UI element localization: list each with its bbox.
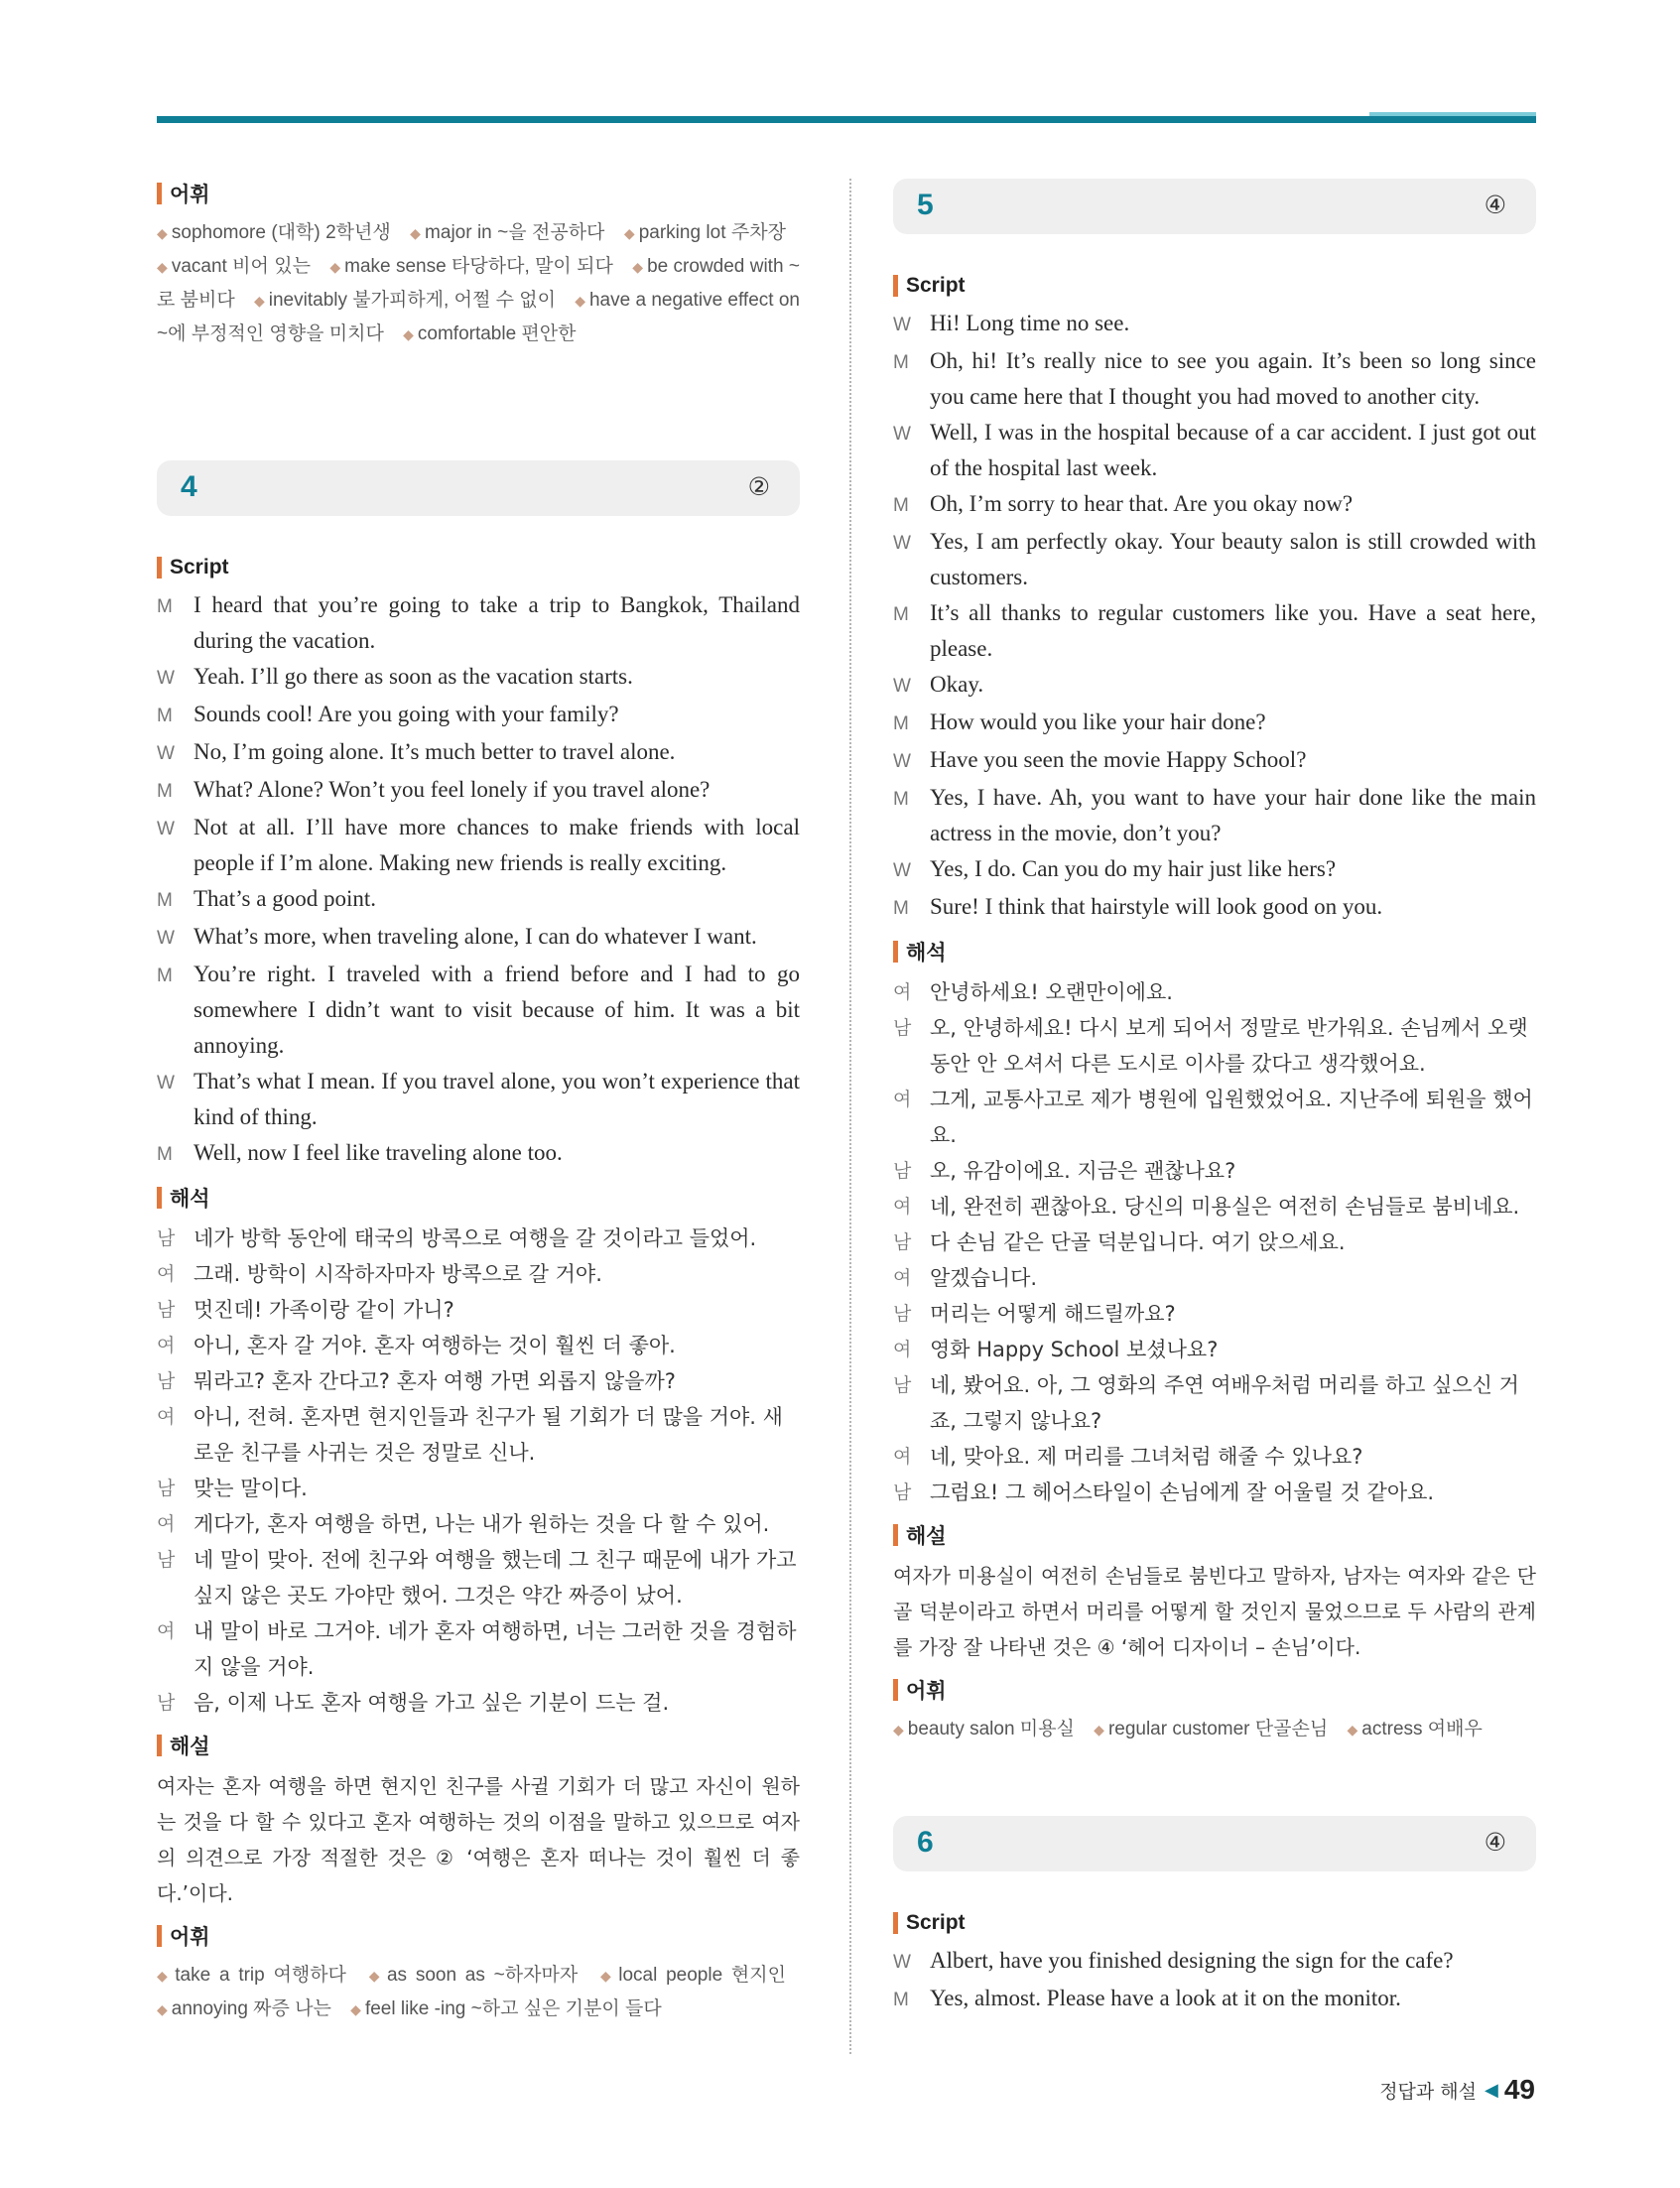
bullet-icon: ◆	[157, 225, 168, 241]
vocab-text: sophomore (대학) 2학년생	[171, 222, 391, 243]
speaker-label: W	[157, 819, 175, 839]
translation-line	[893, 1082, 1536, 1153]
line-text: Okay.	[930, 672, 984, 697]
script-line	[893, 486, 1536, 524]
script-line	[157, 772, 800, 810]
script-line	[893, 1981, 1536, 2018]
line-text: 네, 완전히 괜찮아요. 당신의 미용실은 여전히 손님들로 붐비네요.	[930, 1195, 1520, 1219]
translation-line	[893, 1439, 1536, 1475]
bullet-icon: ◆	[329, 259, 341, 275]
speaker-label: 남	[893, 1303, 912, 1325]
line-text: 영화 Happy School 보셨나요?	[930, 1338, 1219, 1361]
vocab-item	[157, 1998, 331, 2019]
script-line	[157, 1064, 800, 1135]
speaker-label: 남	[893, 1481, 912, 1503]
translation-line	[893, 1010, 1536, 1082]
translation-line	[157, 1256, 800, 1292]
speaker-label: W	[893, 860, 911, 881]
line-text: 네가 방학 동안에 태국의 방콕으로 여행을 갈 것이라고 들었어.	[194, 1226, 757, 1250]
vocab-text: feel like -ing ~하고 싶은 기분이 들다	[364, 1998, 662, 2019]
line-text: Yes, I have. Ah, you want to have your hair done like the main actress in the movie, don’t you?	[930, 785, 1536, 845]
line-text: Yes, almost. Please have a look at it on the monitor.	[930, 1986, 1401, 2010]
line-text: That’s what I mean. If you travel alone, you won’t experience that kind of thing.	[194, 1069, 800, 1129]
script-line	[893, 1943, 1536, 1981]
speaker-label: 여	[157, 1335, 176, 1356]
footer-label: 정답과 해설	[1379, 2080, 1477, 2103]
script-line	[157, 734, 800, 772]
line-text: No, I’m going alone. It’s much better to travel alone.	[194, 739, 676, 764]
line-text: Yes, I am perfectly okay. Your beauty salon is still crowded with customers.	[930, 529, 1536, 589]
section-bar-icon	[157, 557, 162, 579]
vocab-text: local people 현지인	[618, 1965, 786, 1986]
speaker-label: 남	[157, 1478, 176, 1499]
speaker-label: W	[893, 424, 911, 445]
vocab-item	[403, 323, 576, 344]
line-text: Oh, I’m sorry to hear that. Are you okay now?	[930, 491, 1354, 516]
vocab-text: take a trip 여행하다	[175, 1965, 346, 1986]
line-text: 오, 유감이에요. 지금은 괜찮나요?	[930, 1159, 1236, 1183]
translation-line	[157, 1613, 800, 1685]
line-text: I heard that you’re going to take a trip to Bangkok, Thailand during the vacation.	[194, 592, 800, 653]
question-number: 5	[917, 189, 934, 221]
script-line	[893, 524, 1536, 595]
translation-line	[893, 1296, 1536, 1332]
vocab-text: actress 여배우	[1361, 1719, 1483, 1739]
explanation-title: 해설	[893, 1520, 1536, 1550]
column-divider	[849, 179, 851, 2054]
answer-mark: ②	[747, 472, 770, 501]
page-number: 49	[1503, 2074, 1535, 2105]
translation-line	[157, 1506, 800, 1542]
translation-line	[893, 1189, 1536, 1224]
q4-translation	[157, 1221, 800, 1721]
speaker-label: M	[157, 596, 173, 617]
translation-line	[893, 1153, 1536, 1189]
question-4-header	[157, 460, 800, 516]
vocab-text: as soon as ~하자마자	[386, 1965, 579, 1986]
page-footer	[1379, 2074, 1535, 2106]
script-line	[157, 697, 800, 734]
vocab-text: inevitably 불가피하게, 어쩔 수 없이	[268, 290, 556, 311]
bullet-icon: ◆	[1094, 1722, 1104, 1738]
script-line	[157, 881, 800, 919]
speaker-label: W	[157, 743, 175, 764]
line-text: 뭐라고? 혼자 간다고? 혼자 여행 가면 외롭지 않을까?	[194, 1369, 676, 1393]
q5-translation	[893, 974, 1536, 1510]
translation-line	[157, 1363, 800, 1399]
speaker-label: 여	[157, 1513, 176, 1535]
q4-explanation: 여자는 혼자 여행을 하면 현지인 친구를 사귈 기회가 더 많고 자신이 원하는 것을 다 할 수 있다고 혼자 여행하는 것의 이점을 말하고 있으므로 여자의 의견으로 가장 적절한 것은 ② ‘여행은 혼자 떠나는 것이 훨씬 더 좋다.’이다.	[157, 1774, 800, 1905]
q5-script	[893, 306, 1536, 927]
vocab-top-list	[157, 216, 800, 351]
speaker-label: 여	[157, 1263, 176, 1285]
translation-line	[157, 1685, 800, 1721]
line-text: What? Alone? Won’t you feel lonely if you travel alone?	[194, 777, 711, 802]
vocab-text: make sense 타당하다, 말이 되다	[344, 256, 613, 277]
line-text: Well, I was in the hospital because of a car accident. I just got out of the hospital last week.	[930, 420, 1536, 480]
vocab-item	[254, 290, 556, 311]
translation-line	[893, 1260, 1536, 1296]
script-line	[157, 957, 800, 1064]
line-text: 네, 맞아요. 제 머리를 그녀처럼 해줄 수 있나요?	[930, 1445, 1363, 1469]
speaker-label: 여	[893, 1446, 912, 1468]
bullet-icon: ◆	[253, 293, 265, 309]
speaker-label: 여	[893, 1196, 912, 1218]
line-text: 아니, 전혀. 혼자면 현지인들과 친구가 될 기회가 더 많을 거야. 새로운 친구를 사귀는 것은 정말로 신나.	[194, 1405, 783, 1465]
explanation-title: 해설	[157, 1731, 800, 1760]
left-column	[157, 179, 800, 2026]
vocab-item	[329, 256, 613, 277]
bullet-icon: ◆	[157, 259, 168, 275]
answer-mark: ④	[1484, 191, 1506, 219]
script-line	[893, 343, 1536, 415]
line-text: Oh, hi! It’s really nice to see you again. It’s been so long since you came here that I thought you had moved to another city.	[930, 348, 1536, 409]
speaker-label: 남	[893, 1160, 912, 1182]
section-bar-icon	[157, 1187, 162, 1209]
vocab-title: 어휘	[893, 1675, 1536, 1705]
section-bar-icon	[893, 1679, 898, 1701]
vocab-item	[157, 1965, 346, 1986]
section-bar-icon	[893, 1524, 898, 1546]
line-text: Yeah. I’ll go there as soon as the vacation starts.	[194, 664, 633, 689]
translation-line	[157, 1471, 800, 1506]
translation-line	[157, 1399, 800, 1471]
speaker-label: M	[157, 781, 173, 802]
speaker-label: 여	[893, 1339, 912, 1360]
line-text: Hi! Long time no see.	[930, 311, 1130, 335]
question-5-header	[893, 179, 1536, 234]
speaker-label: 남	[893, 1231, 912, 1253]
vocab-item	[369, 1965, 578, 1986]
script-line	[893, 889, 1536, 927]
speaker-label: M	[893, 713, 909, 734]
line-text: 음, 이제 나도 혼자 여행을 가고 싶은 기분이 드는 걸.	[194, 1691, 670, 1715]
script-line	[893, 780, 1536, 851]
vocab-item	[350, 1998, 662, 2019]
top-rule-accent	[1369, 112, 1536, 116]
section-bar-icon	[157, 1925, 162, 1947]
line-text: 그럼요! 그 헤어스타일이 손님에게 잘 어울릴 것 같아요.	[930, 1480, 1435, 1504]
speaker-label: W	[893, 1952, 911, 1973]
line-text: That’s a good point.	[194, 886, 376, 911]
speaker-label: 남	[157, 1692, 176, 1714]
translation-line	[893, 974, 1536, 1010]
section-bar-icon	[893, 941, 898, 963]
bullet-icon: ◆	[410, 225, 422, 241]
vocab-text: vacant 비어 있는	[171, 256, 311, 277]
vocab-text: comfortable 편안한	[417, 323, 577, 344]
bullet-icon: ◆	[350, 2001, 361, 2017]
vocab-text: major in ~을 전공하다	[425, 222, 605, 243]
translation-line	[157, 1292, 800, 1328]
translation-line	[893, 1367, 1536, 1439]
speaker-label: M	[893, 352, 909, 373]
speaker-label: 남	[157, 1227, 176, 1249]
speaker-label: 남	[157, 1549, 176, 1571]
section-bar-icon	[893, 1912, 898, 1934]
translation-line	[893, 1224, 1536, 1260]
translation-line	[893, 1332, 1536, 1367]
section-bar-icon	[157, 1735, 162, 1756]
speaker-label: M	[157, 1144, 173, 1165]
speaker-label: W	[157, 668, 175, 689]
translation-title: 해석	[157, 1183, 800, 1213]
line-text: What’s more, when traveling alone, I can do whatever I want.	[194, 924, 757, 949]
speaker-label: 여	[893, 1267, 912, 1289]
bullet-icon: ◆	[893, 1722, 904, 1738]
vocab-item	[624, 222, 786, 243]
speaker-label: 여	[893, 1089, 912, 1110]
line-text: 그래. 방학이 시작하자마자 방콕으로 갈 거야.	[194, 1262, 602, 1286]
bullet-icon: ◆	[1347, 1722, 1358, 1738]
line-text: 게다가, 혼자 여행을 하면, 나는 내가 원하는 것을 다 할 수 있어.	[194, 1512, 770, 1536]
answer-mark: ④	[1484, 1828, 1506, 1857]
vocab-text: regular customer 단골손님	[1107, 1719, 1329, 1739]
speaker-label: 남	[157, 1299, 176, 1321]
line-text: 알겠습니다.	[930, 1266, 1038, 1290]
line-text: 다 손님 같은 단골 덕분입니다. 여기 앉으세요.	[930, 1230, 1346, 1254]
speaker-label: W	[893, 315, 911, 335]
q4-script	[157, 587, 800, 1173]
line-text: 내 말이 바로 그거야. 네가 혼자 여행하면, 너는 그러한 것을 경험하지 않을 거야.	[194, 1619, 797, 1679]
right-column	[893, 179, 1536, 2018]
line-text: 아니, 혼자 갈 거야. 혼자 여행하는 것이 훨씬 더 좋아.	[194, 1334, 676, 1357]
vocab-text: be crowded with ~로 붐비다	[157, 256, 800, 311]
triangle-left-icon: ◀	[1485, 2079, 1498, 2100]
speaker-label: M	[893, 1990, 909, 2010]
script-line	[157, 810, 800, 881]
speaker-label: W	[157, 928, 175, 949]
script-line	[157, 919, 800, 957]
line-text: Sounds cool! Are you going with your family?	[194, 702, 619, 726]
speaker-label: M	[157, 706, 173, 726]
q5-explanation: 여자가 미용실이 여전히 손님들로 붐빈다고 말하자, 남자는 여자와 같은 단골 덕분이라고 하면서 머리를 어떻게 할 것인지 물었으므로 두 사람의 관계를 가장 잘 나타낸 것은 ④ ‘헤어 디자이너 – 손님’이다.	[893, 1564, 1536, 1659]
speaker-label: 남	[893, 1374, 912, 1396]
script-line	[893, 742, 1536, 780]
speaker-label: M	[157, 965, 173, 986]
speaker-label: M	[893, 604, 909, 625]
vocab-text: annoying 짜증 나는	[171, 1998, 331, 2019]
script-line	[893, 705, 1536, 742]
speaker-label: W	[893, 533, 911, 554]
line-text: Sure! I think that hairstyle will look good on you.	[930, 894, 1383, 919]
line-text: 네, 봤어요. 아, 그 영화의 주연 여배우처럼 머리를 하고 싶으신 거죠, 그렇지 않나요?	[930, 1373, 1519, 1433]
speaker-label: 남	[157, 1370, 176, 1392]
script-line	[893, 306, 1536, 343]
line-text: 네 말이 맞아. 전에 친구와 여행을 했는데 그 친구 때문에 내가 가고 싶지 않은 곳도 가야만 했어. 그것은 약간 짜증이 났어.	[194, 1548, 797, 1608]
q4-vocab-list	[157, 1959, 800, 2026]
bullet-icon: ◆	[157, 2001, 168, 2017]
question-number: 4	[181, 470, 197, 503]
translation-line	[893, 1475, 1536, 1510]
translation-line	[157, 1221, 800, 1256]
bullet-icon: ◆	[368, 1968, 383, 1984]
speaker-label: 여	[157, 1406, 176, 1428]
line-text: 머리는 어떻게 해드릴까요?	[930, 1302, 1176, 1326]
bullet-icon: ◆	[599, 1968, 615, 1984]
vocab-item	[893, 1719, 1075, 1739]
line-text: 오, 안녕하세요! 다시 보게 되어서 정말로 반가워요. 손님께서 오랫동안 안 오셔서 다른 도시로 이사를 갔다고 생각했어요.	[930, 1016, 1528, 1076]
question-number: 6	[917, 1826, 934, 1859]
script-line	[893, 415, 1536, 486]
translation-line	[157, 1542, 800, 1613]
speaker-label: M	[157, 890, 173, 911]
vocab-top-title: 어휘	[157, 179, 800, 208]
speaker-label: M	[893, 898, 909, 919]
q5-vocab-list	[893, 1713, 1536, 1746]
vocab-text: have a negative effect on ~에 부정적인 영향을 미치다	[157, 290, 800, 344]
bullet-icon: ◆	[403, 326, 414, 342]
line-text: How would you like your hair done?	[930, 709, 1266, 734]
top-rule	[157, 116, 1536, 123]
vocab-title: 어휘	[157, 1921, 800, 1951]
script-line	[893, 595, 1536, 667]
vocab-item	[157, 256, 311, 277]
line-text: You’re right. I traveled with a friend before and I had to go somewhere I didn’t want to visit because of him. It was a bit annoying.	[194, 962, 800, 1058]
speaker-label: W	[893, 676, 911, 697]
script-line	[893, 667, 1536, 705]
script-line	[157, 1135, 800, 1173]
line-text: Well, now I feel like traveling alone too.	[194, 1140, 563, 1165]
vocab-item	[1094, 1719, 1328, 1739]
script-line	[157, 587, 800, 659]
speaker-label: W	[157, 1073, 175, 1094]
script-title: Script	[893, 274, 1536, 298]
speaker-label: 남	[893, 1017, 912, 1039]
script-title: Script	[157, 556, 800, 579]
line-text: Albert, have you finished designing the sign for the cafe?	[930, 1948, 1454, 1973]
speaker-label: 여	[893, 981, 912, 1003]
vocab-text: parking lot 주차장	[638, 222, 786, 243]
line-text: Not at all. I’ll have more chances to make friends with local people if I’m alone. Making new friends is really exciting.	[194, 815, 800, 875]
bullet-icon: ◆	[632, 259, 644, 275]
bullet-icon: ◆	[157, 1968, 172, 1984]
script-title: Script	[893, 1911, 1536, 1935]
q6-script	[893, 1943, 1536, 2018]
speaker-label: M	[893, 789, 909, 810]
vocab-item	[600, 1965, 786, 1986]
question-6-header	[893, 1816, 1536, 1871]
vocab-text: beauty salon 미용실	[907, 1719, 1075, 1739]
section-bar-icon	[893, 275, 898, 297]
speaker-label: M	[893, 495, 909, 516]
speaker-label: W	[893, 751, 911, 772]
vocab-item	[157, 222, 391, 243]
vocab-item	[410, 222, 604, 243]
bullet-icon: ◆	[575, 293, 585, 309]
translation-title: 해석	[893, 937, 1536, 966]
line-text: 안녕하세요! 오랜만이에요.	[930, 980, 1173, 1004]
line-text: Have you seen the movie Happy School?	[930, 747, 1307, 772]
bullet-icon: ◆	[623, 225, 635, 241]
section-bar-icon	[157, 183, 162, 204]
line-text: 맞는 말이다.	[194, 1477, 308, 1500]
line-text: 멋진데! 가족이랑 같이 가니?	[194, 1298, 454, 1322]
line-text: Yes, I do. Can you do my hair just like hers?	[930, 856, 1337, 881]
script-line	[157, 659, 800, 697]
line-text: It’s all thanks to regular customers like you. Have a seat here, please.	[930, 600, 1536, 661]
vocab-item	[1347, 1719, 1482, 1739]
translation-line	[157, 1328, 800, 1363]
script-line	[893, 851, 1536, 889]
speaker-label: 여	[157, 1620, 176, 1642]
line-text: 그게, 교통사고로 제가 병원에 입원했었어요. 지난주에 퇴원을 했어요.	[930, 1088, 1533, 1147]
